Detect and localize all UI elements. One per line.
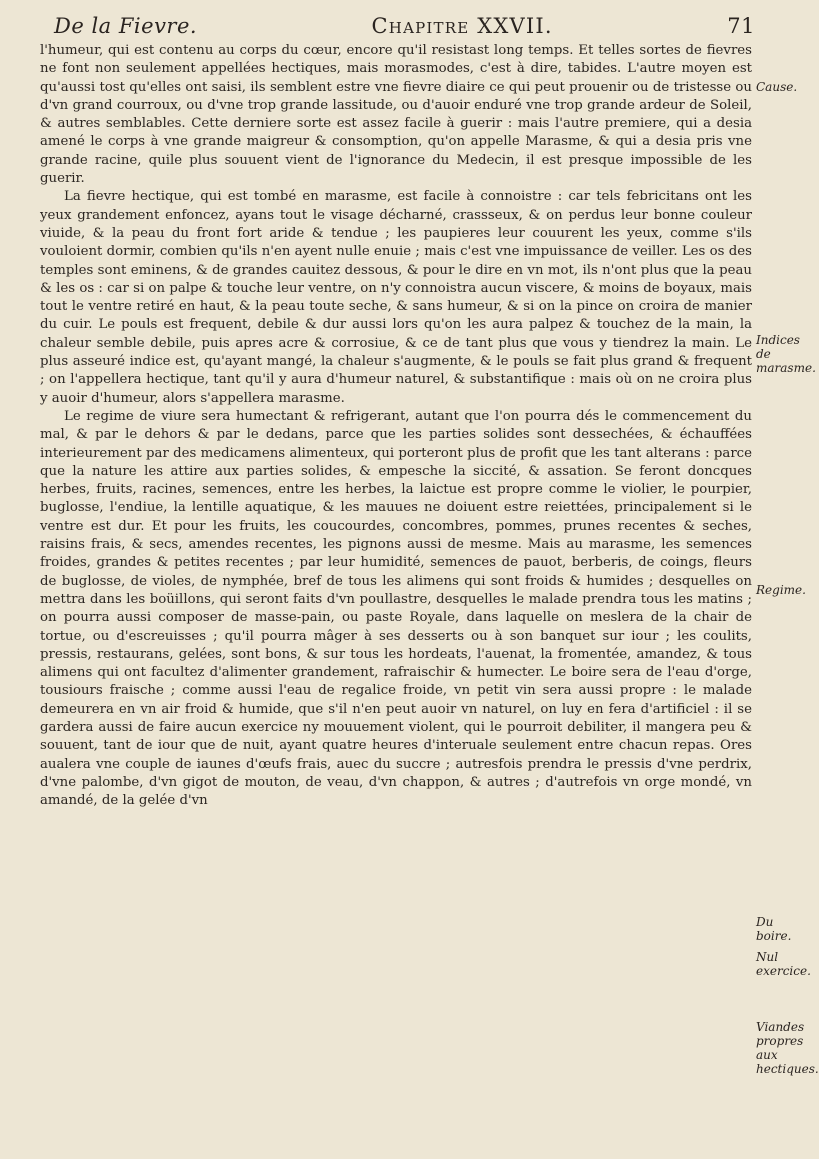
margin-note-regime: Regime. bbox=[756, 583, 806, 597]
paragraph-1: l'humeur, qui est contenu au corps du cœur, encore qu'il resistast long temps. Et telles sortes de fievres ne font non seulement appellées hectiques, mais morasmodes, c'est à dire, tabides. L'autre moyen est qu'aussi tost qu'elles ont saisi, ils semblent estre vne fievre diaire ce qui peut prouenir ou de tristesse ou d'vn grand courroux, ou d'vne trop grande lassitude, ou d'auoir enduré vne trop grande ardeur de Soleil, & autres semblables. Cette derniere sorte est assez facile à guerir : mais l'autre premiere, qui a desia amené le corps à vne grande maigreur & consomption, qu'on appelle Marasme, & qui a desia pris vne grande racine, quile plus souuent vient de l'ignorance du Medecin, il est presque impossible de les guerir. bbox=[40, 43, 752, 187]
paragraph-3: Le regime de viure sera humectant & refrigerant, autant que l'on pourra dés le commencement du mal, & par le dehors & par le dedans, parce que les parties solides sont dessechées, & échauffées interieurement par des medicamens alimenteux, qui porteront plus de profit que les tant alterans : parce que la nature les attire aux parties solides, & empesche la siccité, & assation. Se feront doncques herbes, fruits, racines, semences, entre les herbes, la laictue est propre comme le violier, le pourpier, buglosse, l'endiue, la lentille aquatique, & les mauues ne doiuent estre reiettées, principalement si le ventre est dur. Et pour les fruits, les coucourdes, concombres, pommes, prunes recentes & seches, raisins frais, & secs, amendes recentes, les pignons aussi de mesme. Mais au marasme, les semences froides, grandes & petites recentes ; par leur humidité, semences de pauot, berberis, de coings, fleurs de buglosse, de violes, de nymphée, bref de tous les alimens qui sont froids & humides ; desquelles on mettra dans les boüillons, qui seront faits d'vn poullastre, desquelles le malade prendra tous les matins ; on pourra aussi composer de masse-pain, ou paste Royale, dans laquelle on meslera de la chair de tortue, ou d'escreuisses ; qu'il pourra mâger à ses desserts ou à son banquet sur iour ; les coulits, pressis, restaurans, gelées, sont bons, & sur tous les hordeats, l'auenat, la fromentée, amandez, & tous alimens qui ont facultez d'alimenter grandement, rafraischir & humecter. Le boire sera de l'eau d'orge, tousiours fraische ; comme aussi l'eau de regalice froide, vn petit vin sera aussi propre : le malade demeurera en vn air froid & humide, que s'il n'en peut auoir vn naturel, on luy en fera d'artificiel : il se gardera aussi de faire aucun exercice ny mouuement violent, qui le pourroit debiliter, il mangera peu & souuent, tant de iour que de nuit, ayant quatre heures d'interuale seulement entre chacun repas. Ores aualera vne couple de iaunes d'œufs frais, auec du succre ; autresfois prendra le pressis d'vne perdrix, d'vne palombe, d'vn gigot de mouton, de veau, d'vn chappon, & autres ; d'autrefois vn orge mondé, vn amandé, de la gelée d'vn bbox=[40, 408, 752, 809]
page-number: 71 bbox=[727, 14, 755, 38]
margin-note-exercice: Nul exercice. bbox=[756, 950, 811, 978]
paragraph-2: La fievre hectique, qui est tombé en marasme, est facile à connoistre : car tels febricitans ont les yeux grandement enfoncez, ayans tout le visage décharné, crassseux, & on perdus leur bonne couleur viuide, & la peau du front fort aride & tendue ; les paupieres leur couurent les yeux, comme s'ils vouloient dormir, combien qu'ils n'en ayent nulle enuie ; mais c'est vne impuissance de veiller. Les os des temples sont eminens, & de grandes cauitez dessous, & pour le dire en vn mot, ils n'ont plus que la peau & les os : car si on palpe & touche leur ventre, on n'y connoistra aucun viscere, & moins de boyaux, mais tout le ventre retiré en haut, & la peau toute seche, & sans humeur, & si on la pince on croira de manier du cuir. Le pouls est frequent, debile & dur aussi lors qu'on les aura palpez & touchez de la main, la chaleur semble debile, puis apres acre & corrosiue, & ce de tant plus que vous y tiendrez la main. Le plus asseuré indice est, qu'ayant mangé, la chaleur s'augmente, & le pouls se fait plus grand & frequent ; on l'appellera hectique, tant qu'il y aura d'humeur naturel, & substantifique : mais où on ne croira plus y auoir d'humeur, alors s'appellera marasme. bbox=[40, 189, 752, 406]
main-text bbox=[40, 42, 752, 810]
chapter-heading: Chapitre XXVII. bbox=[371, 14, 553, 38]
running-title: De la Fievre. bbox=[54, 14, 198, 38]
margin-note-indices: Indices de marasme. bbox=[756, 333, 816, 375]
margin-note-boire: Du boire. bbox=[756, 915, 792, 943]
margin-note-cause: Cause. bbox=[756, 80, 798, 94]
margin-note-viandes: Viandes propres aux hectiques. bbox=[756, 1020, 819, 1076]
running-head bbox=[40, 2, 755, 38]
